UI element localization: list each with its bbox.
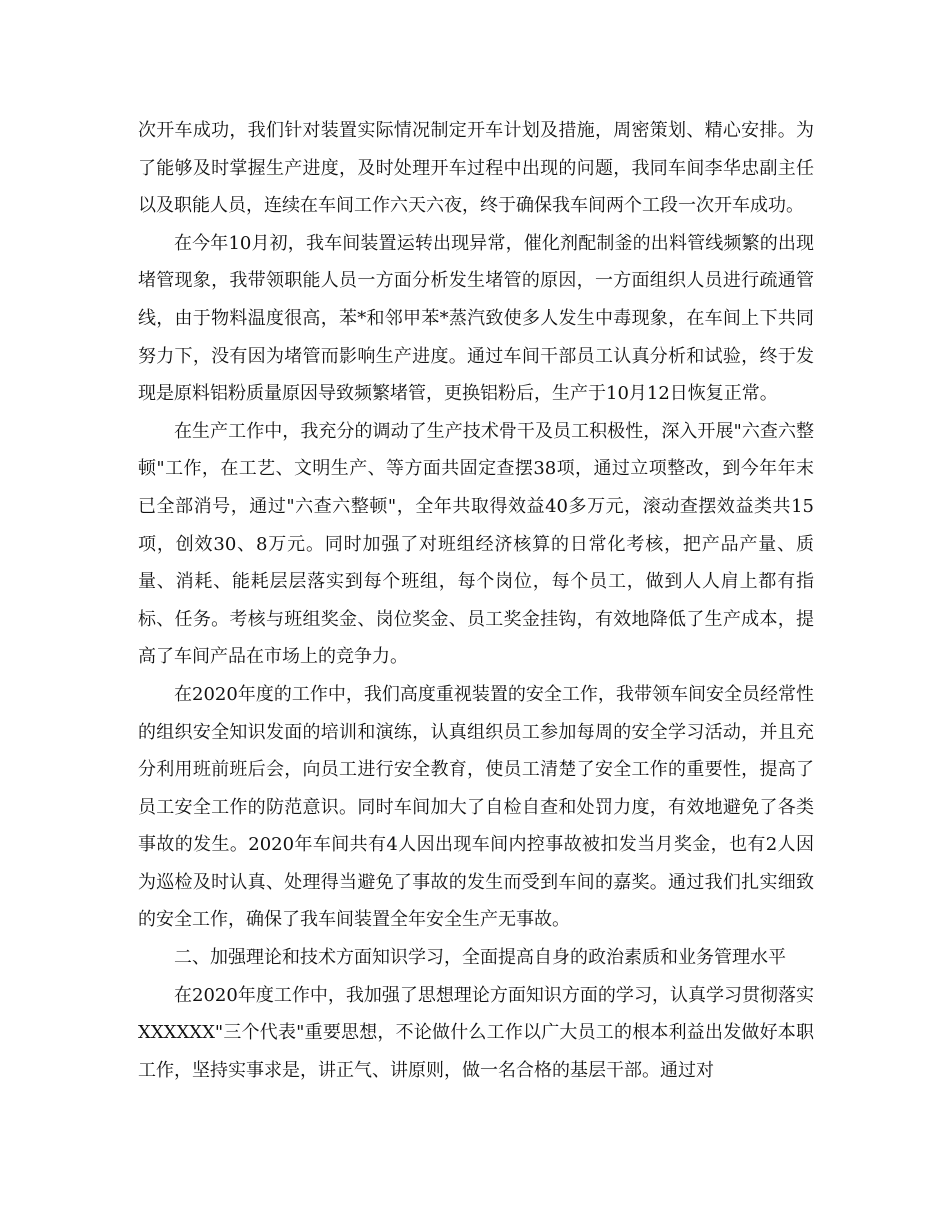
paragraph-1: 次开车成功，我们针对装置实际情况制定开车计划及措施，周密策划、精心安排。为了能够及时掌握生产进度，及时处理开车过程中出现的问题，我同车间李华忠副主任以及职能人员，连续在车间工作六天六夜，终于确保我车间两个工段一次开车成功。 (138, 120, 814, 217)
paragraph-5: 在2020年度工作中，我加强了思想理论方面知识方面的学习，认真学习贯彻落实XXXXXX"三个代表"重要思想，不论做什么工作以广大员工的根本利益出发做好本职工作，坚持实事求是，讲正气、讲原则，做一名合格的基层干部。通过对 (138, 984, 814, 1081)
paragraph-2: 在今年10月初，我车间装置运转出现异常，催化剂配制釜的出料管线频繁的出现堵管现象，我带领职能人员一方面分析发生堵管的原因，一方面组织人员进行疏通管线，由于物料温度很高，苯*和邻甲苯*蒸汽致使多人发生中毒现象，在车间上下共同努力下，没有因为堵管而影响生产进度。通过车间干部员工认真分析和试验，终于发现是原料铝粉质量原因导致频繁堵管，更换铝粉后，生产于10月12日恢复正常。 (138, 232, 814, 405)
paragraph-4: 在2020年度的工作中，我们高度重视装置的安全工作，我带领车间安全员经常性的组织安全知识发面的培训和演练，认真组织员工参加每周的安全学习活动，并且充分利用班前班后会，向员工进行安全教育，使员工清楚了安全工作的重要性，提高了员工安全工作的防范意识。同时车间加大了自检自查和处罚力度，有效地避免了各类事故的发生。2020年车间共有4人因出现车间内控事故被扣发当月奖金，也有2人因为巡检及时认真、处理得当避免了事故的发生而受到车间的嘉奖。通过我们扎实细致的安全工作，确保了我车间装置全年安全生产无事故。 (138, 683, 814, 931)
section-heading: 二、加强理论和技术方面知识学习，全面提高自身的政治素质和业务管理水平 (174, 947, 786, 969)
paragraph-3: 在生产工作中，我充分的调动了生产技术骨干及员工积极性，深入开展"六查六整顿"工作，在工艺、文明生产、等方面共固定查摆38项，通过立项整改，到今年年末已全部消号，通过"六查六整顿"，全年共取得效益40多万元，滚动查摆效益类共15项，创效30、8万元。同时加强了对班组经济核算的日常化考核，把产品产量、质量、消耗、能耗层层落实到每个班组，每个岗位，每个员工，做到人人肩上都有指标、任务。考核与班组奖金、岗位奖金、员工奖金挂钩，有效地降低了生产成本，提高了车间产品在市场上的竞争力。 (138, 420, 814, 668)
